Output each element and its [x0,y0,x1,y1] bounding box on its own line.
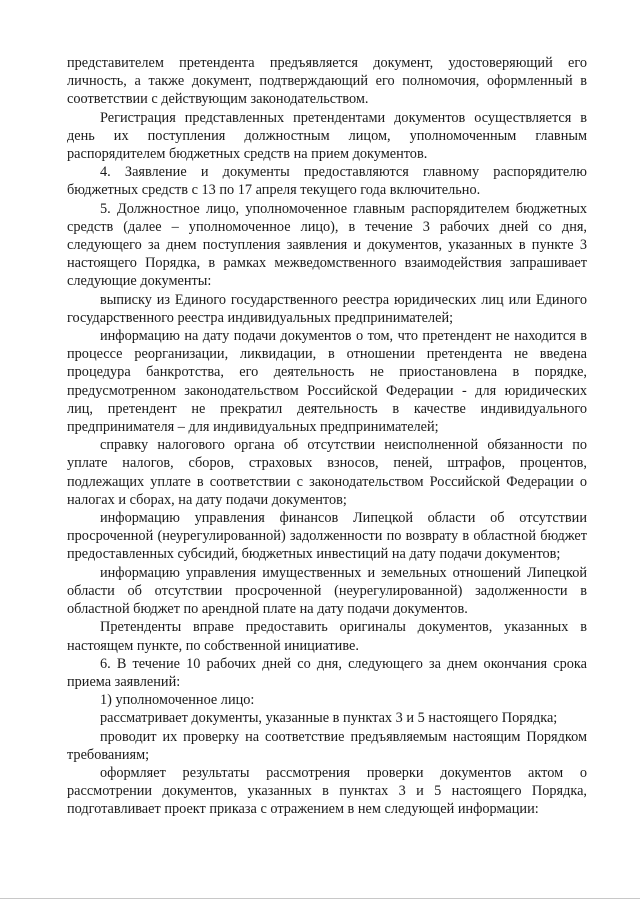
paragraph-14: проводит их проверку на соответствие предъявляемым настоящим Порядком требованиям; [67,728,587,763]
paragraph-8: информацию управления финансов Липецкой области об отсутствии просроченной (неурегулированной) задолженности по возврату в областной бюджет предоставленных субсидий, бюджетных инвестиций на дату подачи документов; [67,510,587,563]
paragraph-12: 1) уполномоченное лицо: [100,692,255,709]
paragraph-9: информацию управления имущественных и земельных отношений Липецкой области об отсутствии просроченной (неурегулированной) задолженности в областной бюджет по арендной плате на дату подачи документов. [67,564,587,618]
paragraph-15: оформляет результаты рассмотрения проверки документов актом о рассмотрении документов, указанных в пунктах 3 и 5 настоящего Порядка, подготавливает проект приказа с отражением в нем следующей информации: [67,764,587,818]
paragraph-5: выписку из Единого государственного реестра юридических лиц или Единого государственного реестра индивидуальных предпринимателей; [67,291,587,326]
paragraph-2: Регистрация представленных претендентами документов осуществляется в день их поступления должностным лицом, уполномоченным главным распорядителем бюджетных средств на прием документов. [67,109,587,163]
document-body [67,54,587,819]
paragraph-6: информацию на дату подачи документов о том, что претендент не находится в процессе реорганизации, ликвидации, в отношении претендента не введена процедура банкротства, его деятельность не приостановлена в порядке, предусмотренном законодательством Российской Федерации - для юридических лиц, претендент не прекратил деятельность в качестве индивидуального предпринимателя – для индивидуальных предпринимателей; [67,328,587,436]
paragraph-3: 4. Заявление и документы предоставляются главному распорядителю бюджетных средств с 13 по 17 апреля текущего года включительно. [67,164,587,199]
page-bottom-divider [0,898,640,899]
paragraph-13: рассматривает документы, указанные в пунктах 3 и 5 настоящего Порядка; [100,710,558,727]
paragraph-7: справку налогового органа об отсутствии неисполненной обязанности по уплате налогов, сборов, страховых взносов, пеней, штрафов, процентов, подлежащих уплате в соответствии с законодательством Российской Федерации о налогах и сборах, на дату подачи документов; [67,437,587,508]
paragraph-4: 5. Должностное лицо, уполномоченное главным распорядителем бюджетных средств (далее – уполномоченное лицо), в течение 3 рабочих дней со дня, следующего за днем поступления заявления и документов, указанных в пункте 3 настоящего Порядка, в рамках межведомственного взаимодействия запрашивает следующие документы: [67,200,587,290]
paragraph-11: 6. В течение 10 рабочих дней со дня, следующего за днем окончания срока приема заявлений: [67,655,587,690]
paragraph-10: Претенденты вправе предоставить оригиналы документов, указанных в настоящем пункте, по собственной инициативе. [67,619,587,654]
paragraph-1: представителем претендента предъявляется документ, удостоверяющий его личность, а также документ, подтверждающий его полномочия, оформленный в соответствии с действующим законодательством. [67,55,587,108]
